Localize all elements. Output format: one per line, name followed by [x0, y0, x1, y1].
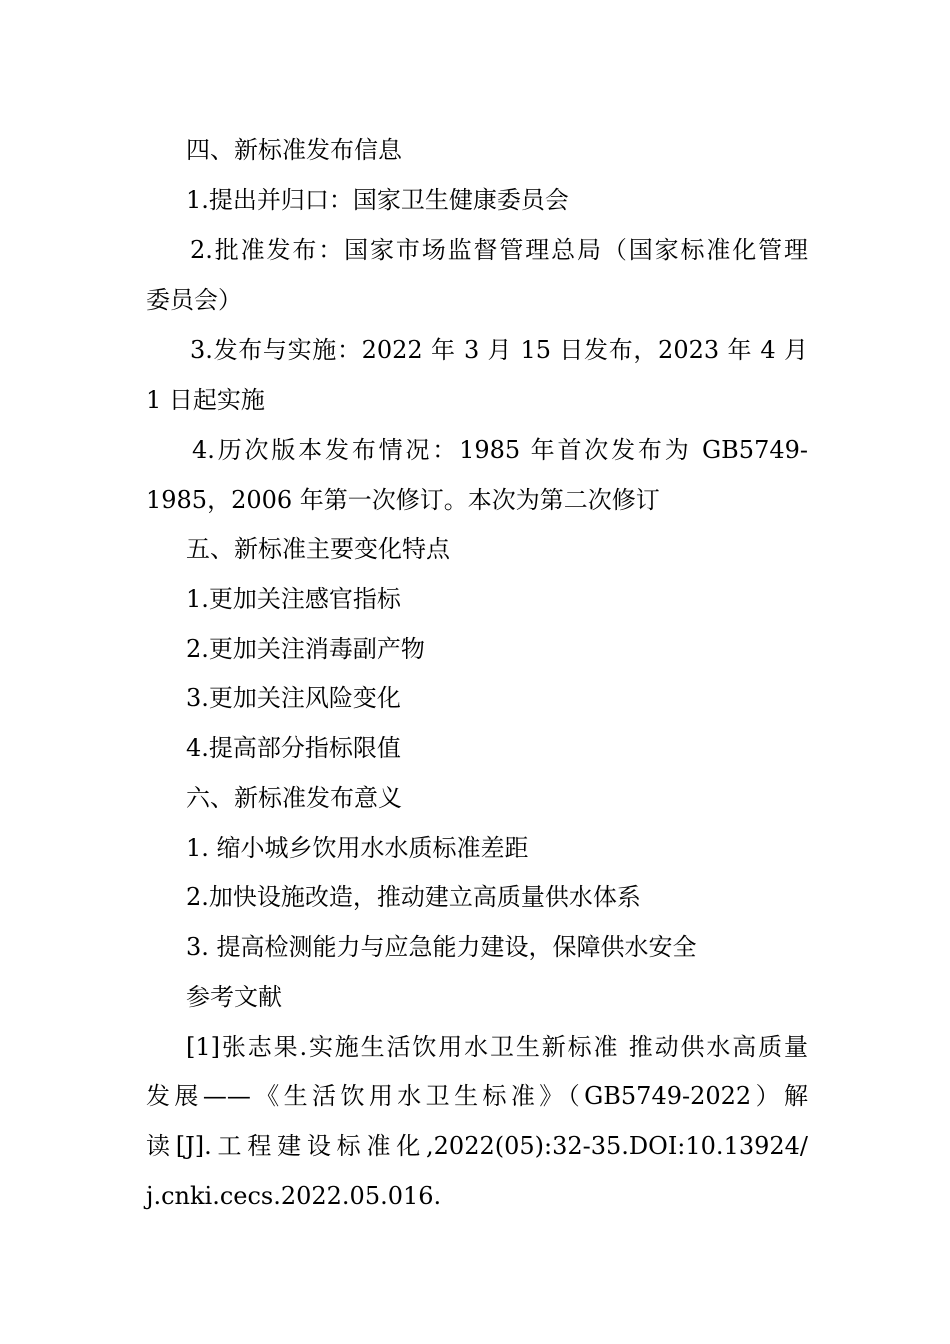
section5-item-1: 1.更加关注感官指标: [186, 585, 401, 613]
section5-item-4: 4.提高部分指标限值: [186, 734, 401, 762]
section6-item-1: 1. 缩小城乡饮用水水质标准差距: [186, 834, 529, 862]
section4-item3-line2: 1 日起实施: [146, 386, 265, 414]
section5-item-3: 3.更加关注风险变化: [186, 684, 401, 712]
reference1-line3: 读[J].工程建设标准化,2022(05):32-35.DOI:10.13924/: [146, 1132, 808, 1160]
section6-item-3: 3. 提高检测能力与应急能力建设，保障供水安全: [186, 933, 697, 961]
section5-item-2: 2.更加关注消毒副产物: [186, 635, 425, 663]
reference1-line2: 发展——《生活饮用水卫生标准》（GB5749-2022）解: [146, 1082, 808, 1110]
section4-item4-line2: 1985，2006 年第一次修订。本次为第二次修订: [146, 486, 660, 514]
section4-item2-line1: 2.批准发布：国家市场监督管理总局（国家标准化管理: [190, 236, 808, 264]
section4-item4-line1: 4.历次版本发布情况：1985 年首次发布为 GB5749-: [192, 436, 808, 464]
section4-item3-line1: 3.发布与实施：2022 年 3 月 15 日发布，2023 年 4 月: [190, 336, 808, 364]
section6-item-2: 2.加快设施改造，推动建立高质量供水体系: [186, 883, 641, 911]
reference1-line4: j.cnki.cecs.2022.05.016.: [146, 1182, 442, 1210]
references-heading: 参考文献: [186, 983, 282, 1011]
section6-heading: 六、新标准发布意义: [186, 784, 402, 812]
section4-heading: 四、新标准发布信息: [186, 136, 402, 164]
reference1-line1: [1]张志果.实施生活饮用水卫生新标准 推动供水高质量: [186, 1033, 808, 1061]
section4-item2-line2: 委员会）: [146, 286, 242, 314]
section4-item1: 1.提出并归口：国家卫生健康委员会: [186, 186, 569, 214]
section5-heading: 五、新标准主要变化特点: [186, 535, 450, 563]
